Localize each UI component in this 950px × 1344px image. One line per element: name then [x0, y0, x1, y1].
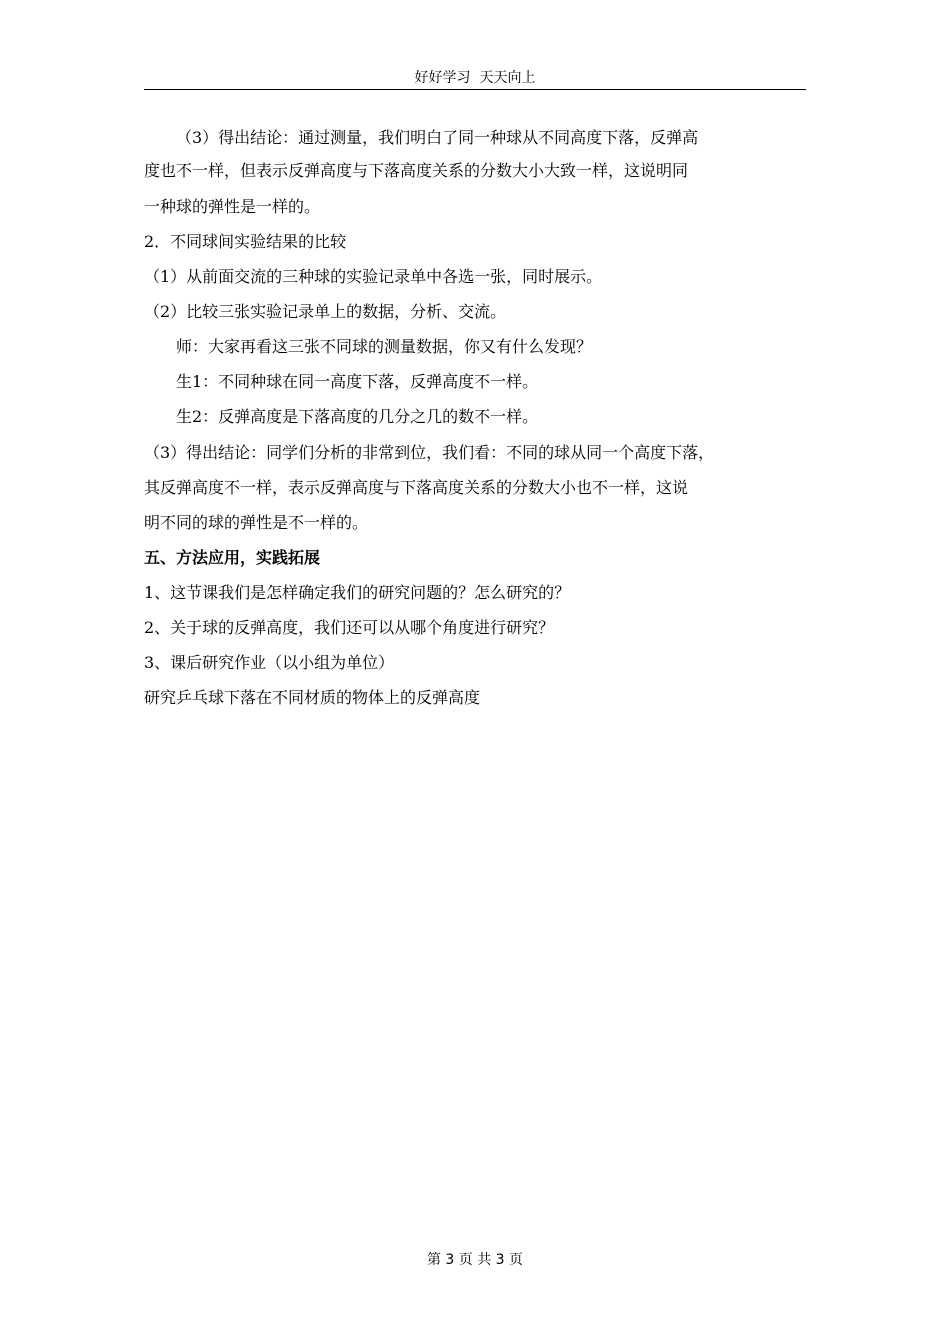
- step-2-line: （2）比较三张实验记录单上的数据，分析、交流。: [144, 302, 507, 321]
- page-header: 好好学习 天天向上: [414, 70, 536, 86]
- step-1-line: （1）从前面交流的三种球的实验记录单中各选一张，同时展示。: [144, 267, 603, 286]
- homework-topic-line: 研究乒乓球下落在不同材质的物体上的反弹高度: [144, 688, 481, 707]
- teacher-question-line: 师：大家再看这三张不同球的测量数据，你又有什么发现？: [176, 337, 593, 356]
- conclusion-3-line-2: 度也不一样，但表示反弹高度与下落高度关系的分数大小大致一样，这说明同: [144, 161, 689, 180]
- step-3-line-3: 明不同的球的弹性是不一样的。: [144, 513, 369, 532]
- page-footer: 第 3 页 共 3 页: [426, 1252, 524, 1268]
- section-5-heading: 五、方法应用，实践拓展: [144, 548, 321, 567]
- section-2-heading: 2．不同球间实验结果的比较: [144, 232, 347, 251]
- student-1-line: 生1：不同种球在同一高度下落，反弹高度不一样。: [176, 372, 539, 391]
- step-3-line-2: 其反弹高度不一样，表示反弹高度与下落高度关系的分数大小也不一样，这说: [144, 478, 689, 497]
- question-2-line: 2、关于球的反弹高度，我们还可以从哪个角度进行研究？: [144, 618, 555, 637]
- header-rule: [144, 89, 806, 90]
- conclusion-3-line-3: 一种球的弹性是一样的。: [144, 197, 321, 216]
- conclusion-3-line-1: （3）得出结论：通过测量，我们明白了同一种球从不同高度下落，反弹高: [176, 128, 699, 147]
- homework-line: 3、课后研究作业（以小组为单位）: [144, 653, 395, 672]
- question-1-line: 1、这节课我们是怎样确定我们的研究问题的？怎么研究的？: [144, 583, 571, 602]
- step-3-line-1: （3）得出结论：同学们分析的非常到位，我们看：不同的球从同一个高度下落，: [144, 443, 715, 462]
- student-2-line: 生2：反弹高度是下落高度的几分之几的数不一样。: [176, 407, 539, 426]
